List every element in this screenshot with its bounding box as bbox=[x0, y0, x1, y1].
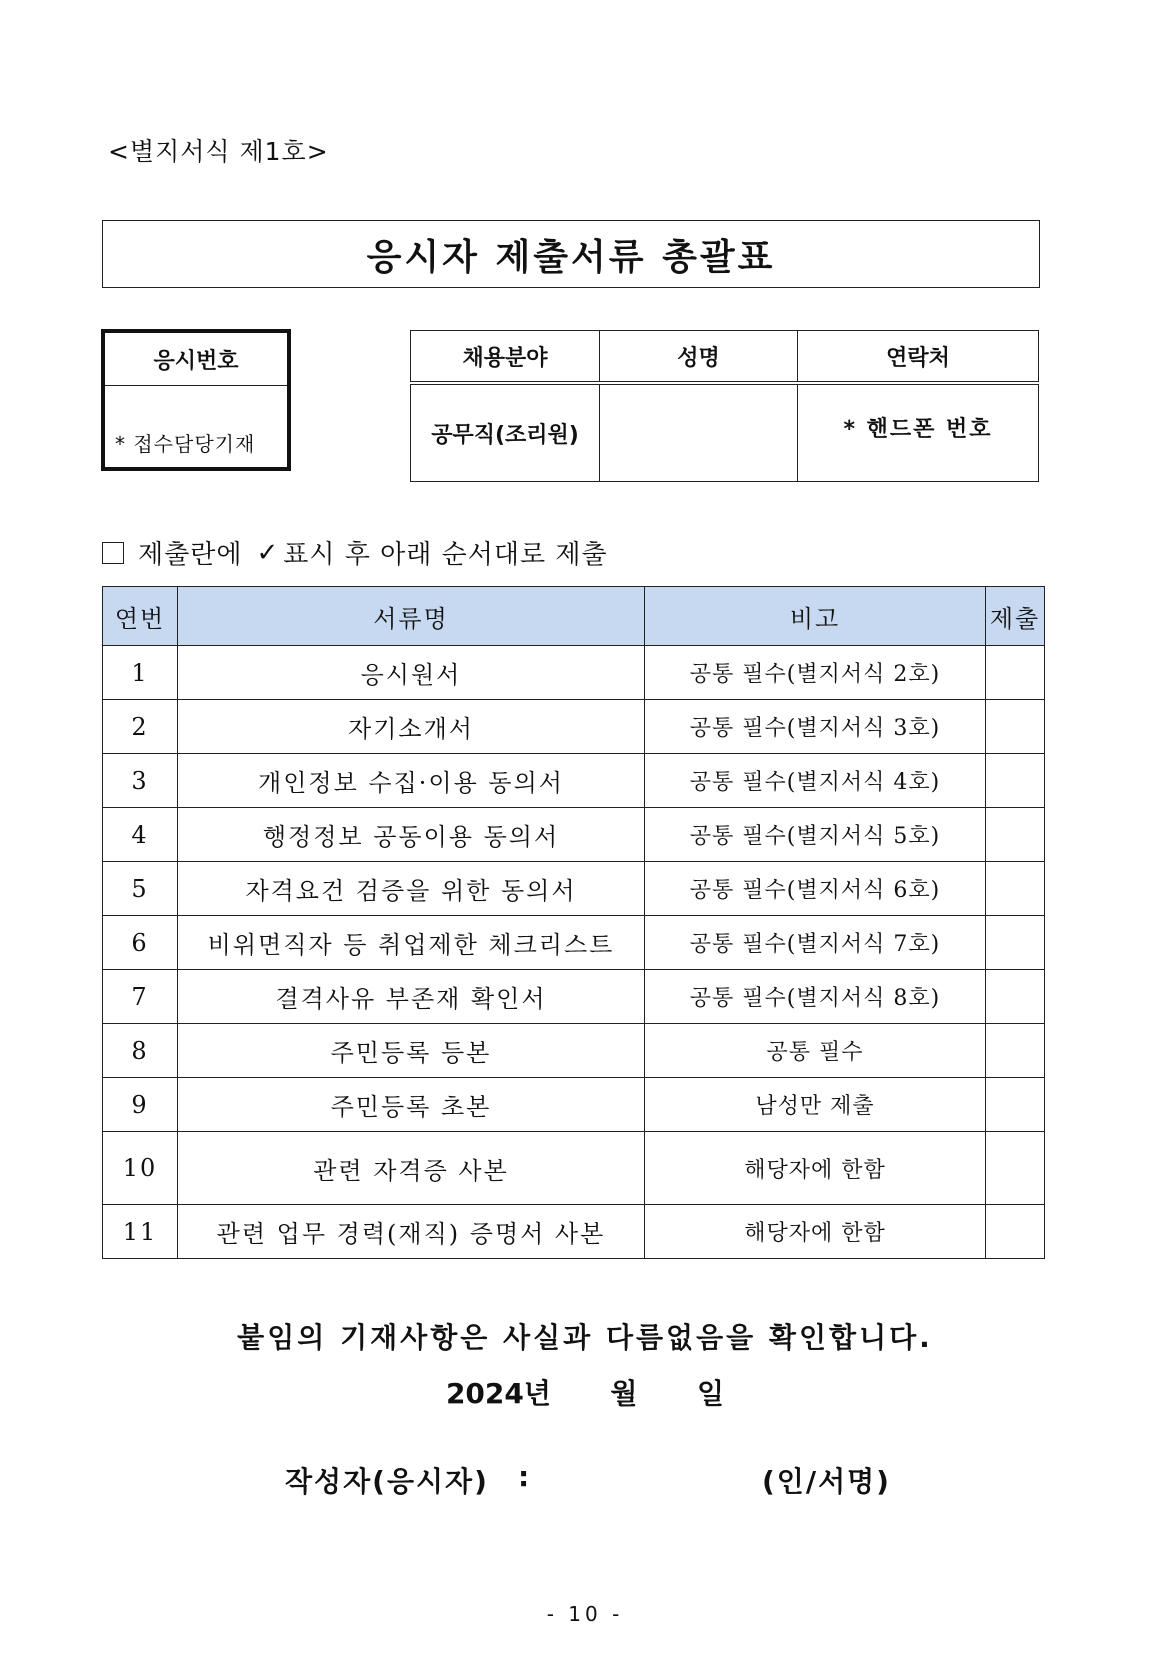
row-number: 7 bbox=[103, 970, 178, 1024]
exam-number-note: * 접수담당기재 bbox=[115, 432, 256, 456]
row-number: 1 bbox=[103, 646, 178, 700]
checkbox-icon bbox=[102, 542, 124, 564]
document-note: 공통 필수(별지서식 4호) bbox=[645, 754, 986, 808]
submit-cell[interactable] bbox=[986, 862, 1045, 916]
header-name: 성명 bbox=[600, 331, 798, 384]
document-note: 공통 필수 bbox=[645, 1024, 986, 1078]
document-name: 주민등록 등본 bbox=[178, 1024, 645, 1078]
document-name: 주민등록 초본 bbox=[178, 1078, 645, 1132]
submit-cell[interactable] bbox=[986, 808, 1045, 862]
info-header-row bbox=[411, 331, 1039, 384]
document-name: 비위면직자 등 취업제한 체크리스트 bbox=[178, 916, 645, 970]
table-row bbox=[103, 1205, 1045, 1259]
applicant-info-table bbox=[410, 330, 1039, 482]
document-note: 공통 필수(별지서식 8호) bbox=[645, 970, 986, 1024]
submit-cell[interactable] bbox=[986, 970, 1045, 1024]
signature-label: (인/서명) bbox=[762, 1465, 891, 1498]
header-note: 비고 bbox=[645, 587, 986, 646]
submit-cell[interactable] bbox=[986, 1078, 1045, 1132]
table-row bbox=[103, 1024, 1045, 1078]
table-row bbox=[103, 1078, 1045, 1132]
header-no: 연번 bbox=[103, 587, 178, 646]
row-number: 11 bbox=[103, 1205, 178, 1259]
check-mark-icon: ✓ bbox=[256, 537, 280, 568]
table-row bbox=[103, 646, 1045, 700]
header-field: 채용분야 bbox=[411, 331, 600, 384]
table-row bbox=[103, 808, 1045, 862]
row-number: 2 bbox=[103, 700, 178, 754]
row-number: 8 bbox=[103, 1024, 178, 1078]
contact-field[interactable] bbox=[798, 383, 1039, 482]
submit-cell[interactable] bbox=[986, 646, 1045, 700]
document-name: 자기소개서 bbox=[178, 700, 645, 754]
date-day: 일 bbox=[696, 1377, 725, 1410]
name-field[interactable] bbox=[600, 383, 798, 482]
title-box bbox=[102, 220, 1040, 288]
document-note: 공통 필수(별지서식 5호) bbox=[645, 808, 986, 862]
document-note: 해당자에 한함 bbox=[645, 1132, 986, 1205]
writer-colon: : bbox=[518, 1460, 530, 1493]
document-note: 공통 필수(별지서식 7호) bbox=[645, 916, 986, 970]
submit-cell[interactable] bbox=[986, 1132, 1045, 1205]
form-number-label: <별지서식 제1호> bbox=[108, 137, 329, 166]
submit-cell[interactable] bbox=[986, 754, 1045, 808]
document-name: 결격사유 부존재 확인서 bbox=[178, 970, 645, 1024]
row-number: 4 bbox=[103, 808, 178, 862]
instruction-text-before: 제출란에 bbox=[138, 540, 243, 570]
document-note: 공통 필수(별지서식 3호) bbox=[645, 700, 986, 754]
info-body-row bbox=[411, 383, 1039, 482]
row-number: 3 bbox=[103, 754, 178, 808]
document-name: 관련 업무 경력(재직) 증명서 사본 bbox=[178, 1205, 645, 1259]
row-number: 5 bbox=[103, 862, 178, 916]
instruction-text-after: 표시 후 아래 순서대로 제출 bbox=[283, 540, 608, 570]
row-number: 10 bbox=[103, 1132, 178, 1205]
submit-cell[interactable] bbox=[986, 1024, 1045, 1078]
document-name: 행정정보 공동이용 동의서 bbox=[178, 808, 645, 862]
document-name: 관련 자격증 사본 bbox=[178, 1132, 645, 1205]
document-name: 자격요건 검증을 위한 동의서 bbox=[178, 862, 645, 916]
contact-note: * 핸드폰 번호 bbox=[843, 416, 993, 442]
document-note: 공통 필수(별지서식 6호) bbox=[645, 862, 986, 916]
submit-cell[interactable] bbox=[986, 1205, 1045, 1259]
confirmation-statement: 붙임의 기재사항은 사실과 다름없음을 확인합니다. bbox=[237, 1321, 933, 1354]
header-contact: 연락처 bbox=[798, 331, 1039, 384]
page-title: 응시자 제출서류 총괄표 bbox=[366, 236, 776, 278]
table-row bbox=[103, 1132, 1045, 1205]
submit-cell[interactable] bbox=[986, 916, 1045, 970]
instruction-line bbox=[102, 534, 608, 571]
exam-number-box bbox=[101, 329, 291, 471]
table-row bbox=[103, 862, 1045, 916]
field-value: 공무직(조리원) bbox=[411, 383, 600, 482]
document-name: 개인정보 수집·이용 동의서 bbox=[178, 754, 645, 808]
document-note: 남성만 제출 bbox=[645, 1078, 986, 1132]
date-year: 2024년 bbox=[445, 1377, 551, 1410]
header-doc-name: 서류명 bbox=[178, 587, 645, 646]
page-number: - 10 - bbox=[546, 1602, 624, 1626]
row-number: 6 bbox=[103, 916, 178, 970]
writer-label: 작성자(응시자) bbox=[285, 1465, 489, 1498]
table-row bbox=[103, 754, 1045, 808]
table-row bbox=[103, 916, 1045, 970]
document-note: 공통 필수(별지서식 2호) bbox=[645, 646, 986, 700]
row-number: 9 bbox=[103, 1078, 178, 1132]
table-row bbox=[103, 970, 1045, 1024]
header-submit: 제출 bbox=[986, 587, 1045, 646]
document-name: 응시원서 bbox=[178, 646, 645, 700]
date-month: 월 bbox=[610, 1377, 638, 1410]
documents-table bbox=[102, 586, 1045, 1259]
document-note: 해당자에 한함 bbox=[645, 1205, 986, 1259]
submit-cell[interactable] bbox=[986, 700, 1045, 754]
exam-number-header: 응시번호 bbox=[105, 333, 287, 386]
date-line bbox=[0, 1372, 1170, 1412]
documents-header-row bbox=[103, 587, 1045, 646]
table-row bbox=[103, 700, 1045, 754]
